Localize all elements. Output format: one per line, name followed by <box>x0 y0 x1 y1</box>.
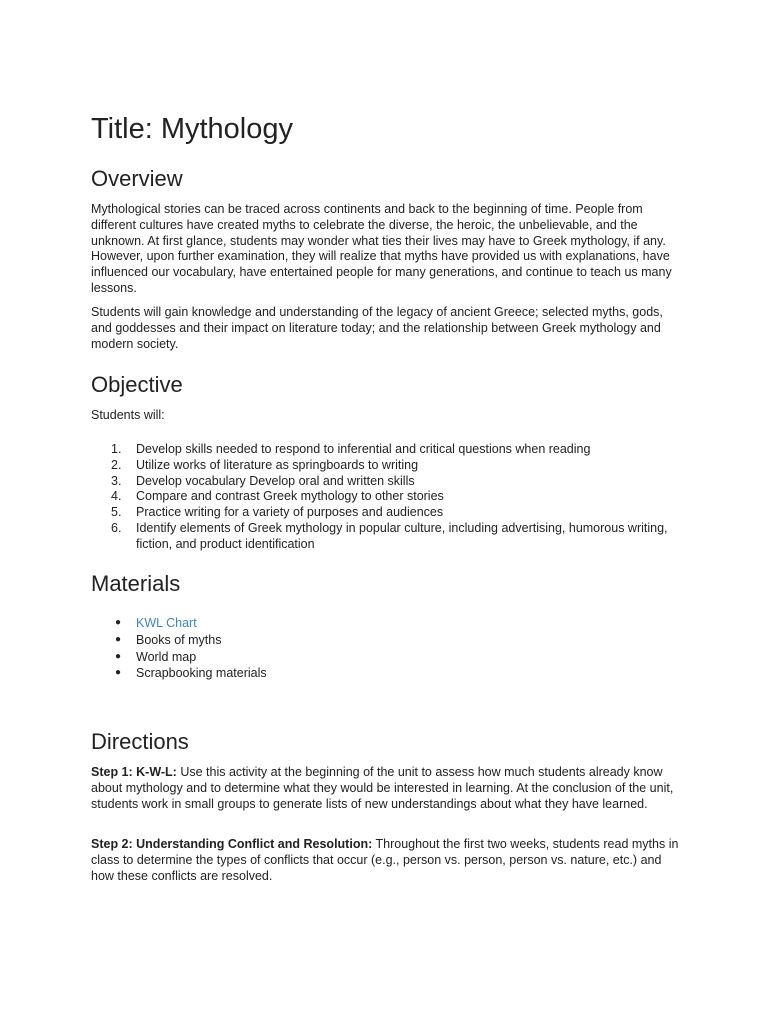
bullet-icon: ● <box>115 650 122 662</box>
list-item <box>91 615 683 632</box>
list-number: 3. <box>111 473 122 488</box>
list-item-text: Develop vocabulary Develop oral and written skills <box>136 473 415 488</box>
directions-step-1 <box>91 765 683 812</box>
step-2-text: Throughout the first two weeks, students read myths in class to determine the types of conflicts that occur (e.g., person vs. person, person vs. nature, etc.) and how these conflicts are resolved. <box>91 837 679 883</box>
list-item <box>91 505 683 521</box>
list-number: 4. <box>111 489 122 504</box>
list-item-text: Books of myths <box>136 632 222 647</box>
list-item <box>91 489 683 505</box>
list-number: 5. <box>111 505 122 520</box>
list-item-text: Practice writing for a variety of purposes and audiences <box>136 505 444 520</box>
list-item <box>91 632 683 649</box>
bullet-icon: ● <box>115 617 122 628</box>
directions-step-2 <box>91 837 683 884</box>
bullet-icon: ● <box>115 667 122 679</box>
directions-heading: Directions <box>91 729 189 754</box>
list-item-text: Identify elements of Greek mythology in popular culture, including advertising, humorous writing, fiction, and product identification <box>136 520 668 551</box>
list-item-text: Scrapbooking materials <box>136 666 267 681</box>
list-number: 2. <box>111 457 122 472</box>
list-item <box>91 474 683 490</box>
list-item <box>91 665 683 682</box>
list-item-text: World map <box>136 649 197 664</box>
page-title: Title: Mythology <box>91 113 293 145</box>
overview-heading: Overview <box>91 166 183 191</box>
list-number: 1. <box>111 442 122 456</box>
list-number: 6. <box>111 520 122 535</box>
list-item <box>91 458 683 474</box>
materials-heading: Materials <box>91 571 181 596</box>
list-item <box>91 521 683 553</box>
objective-heading: Objective <box>91 372 183 397</box>
list-item <box>91 442 683 458</box>
kwl-chart-link[interactable]: KWL Chart <box>136 616 197 630</box>
overview-paragraph-1: Mythological stories can be traced across continents and back to the beginning of time. People from different cultures have created myths to celebrate the diverse, the heroic, the unbelievable, and the unknown. At first glance, students may wonder what ties their lives may have to Greek mythology, if any. However, upon further examination, they will realize that myths have provided us with explanations, have influenced our vocabulary, have entertained people for many generations, and continue to teach us many lessons. <box>91 202 672 295</box>
objective-intro: Students will: <box>91 408 165 422</box>
step-1-text: Use this activity at the beginning of the unit to assess how much students already know about mythology and to determine what they would be interested in learning. At the conclusion of the unit, students work in small groups to generate lists of new understandings about what they have learned. <box>91 765 674 811</box>
list-item-text: Utilize works of literature as springboards to writing <box>136 457 419 472</box>
list-item <box>91 649 683 666</box>
step-2-label: Step 2: Understanding Conflict and Resolution: <box>91 837 373 851</box>
overview-paragraph-2: Students will gain knowledge and understanding of the legacy of ancient Greece; selected myths, gods, and goddesses and their impact on literature today; and the relationship between Greek mythology and modern society. <box>91 305 663 351</box>
materials-list <box>91 615 683 682</box>
objective-list <box>91 442 683 553</box>
bullet-icon: ● <box>115 633 122 645</box>
list-item-text: Compare and contrast Greek mythology to other stories <box>136 489 444 504</box>
step-1-label: Step 1: K-W-L: <box>91 765 177 779</box>
list-item-text: Develop skills needed to respond to inferential and critical questions when reading <box>136 442 591 456</box>
